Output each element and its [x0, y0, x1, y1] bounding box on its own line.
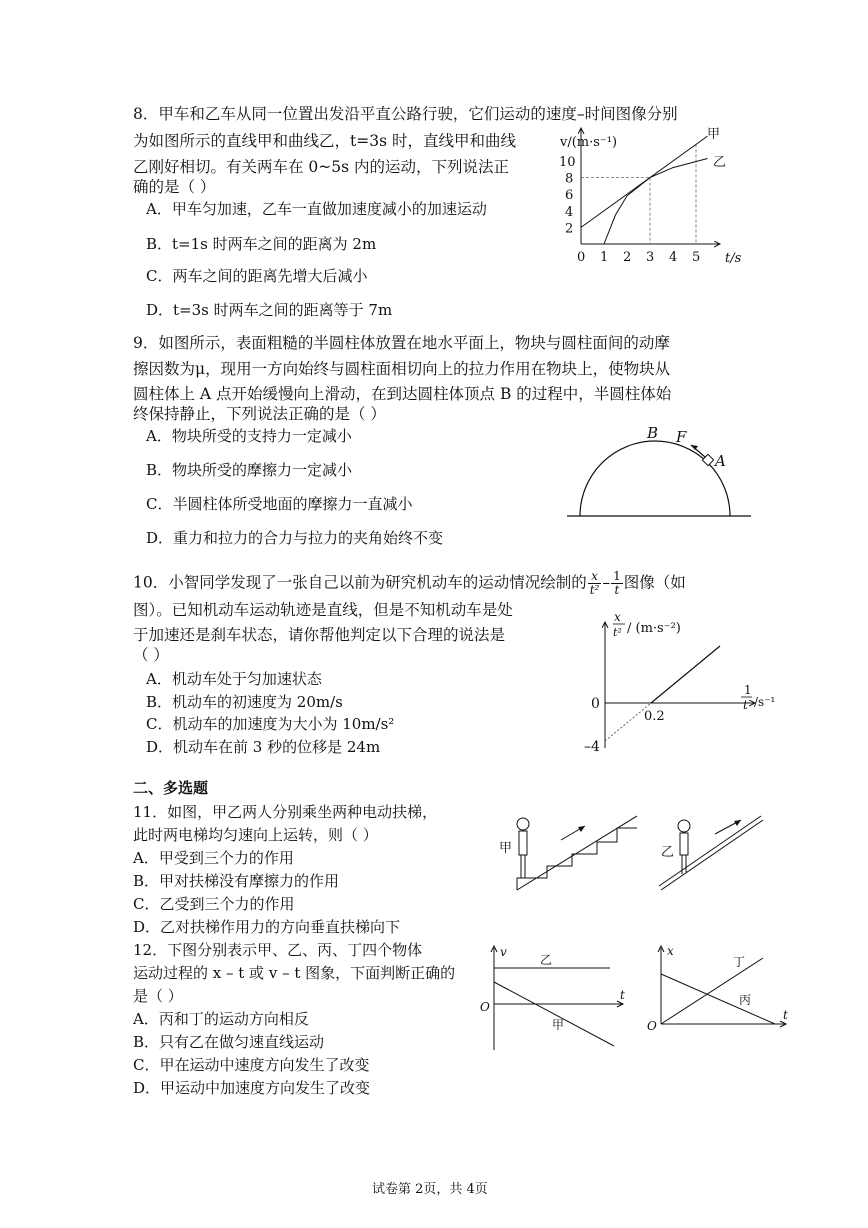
q10-stem-line1	[133, 570, 686, 597]
q12-vt-ylabel: v	[500, 945, 507, 959]
q12-xt-chart	[645, 944, 790, 1049]
q11-stair-escalator-figure	[497, 812, 637, 892]
q9-semicylinder-figure	[565, 420, 755, 520]
page-footer: 试卷第 2页，共 4页	[372, 1182, 488, 1197]
q12-option-a: A．丙和丁的运动方向相反	[133, 1010, 309, 1028]
q9-option-c: C．半圆柱体所受地面的摩擦力一直减小	[146, 495, 413, 513]
q8-legend-jia: 甲	[707, 127, 721, 142]
q11-label-yi: 乙	[661, 845, 675, 860]
q10-option-b: B．机动车的初速度为 20m/s	[146, 693, 343, 711]
q9-stem-line4: 终保持静止，下列说法正确的是（ ）	[133, 405, 386, 423]
q12-label-ding: 丁	[733, 955, 746, 969]
q10-stem-line1-text: 10．小智同学发现了一张自己以前为研究机动车的运动情况绘制的	[133, 573, 587, 592]
q12-series-jia-line	[494, 982, 614, 1046]
q8-xtick-label-5: 5	[692, 250, 701, 265]
q11-option-a: A．甲受到三个力的作用	[133, 849, 294, 867]
q8-vt-chart	[555, 120, 745, 270]
q10-ylabel-num: x	[614, 610, 621, 624]
q10-fraction-1-over-t	[611, 570, 623, 597]
q12-xt-ylabel: x	[667, 944, 674, 958]
q11-person-jia-body	[519, 831, 527, 855]
q12-vt-chart	[480, 944, 630, 1054]
q12-option-b: B．只有乙在做匀速直线运动	[133, 1033, 325, 1051]
q9-semicircle	[580, 441, 730, 516]
q8-stem-line1: 8．甲车和乙车从同一位置出发沿平直公路行驶，它们运动的速度–时间图像分别	[133, 105, 678, 123]
q12-stem-line2: 运动过程的 x – t 或 v – t 图象，下面判断正确的	[133, 964, 456, 982]
q8-ytick-label-2: 2	[565, 221, 574, 237]
q12-series-ding-line	[661, 958, 763, 1024]
q12-label-yi: 乙	[540, 953, 553, 967]
q12-vt-origin: O	[480, 1000, 490, 1014]
q10-solid-line	[651, 646, 720, 703]
q10-xtick-label: 0.2	[644, 709, 665, 724]
q11-label-jia: 甲	[499, 841, 513, 856]
q12-xt-xlabel: t	[783, 1008, 788, 1022]
q11-stair-steps	[517, 828, 637, 890]
q12-vt-xlabel: t	[620, 988, 625, 1002]
q9-force-arrowhead	[691, 445, 698, 450]
q8-xlabel: t/s	[725, 251, 742, 266]
q10-fraction-x-over-t2	[588, 570, 602, 597]
section2-title: 二、多选题	[133, 779, 209, 797]
q11-slope-edge	[659, 816, 761, 886]
q8-option-d: D．t=3s 时两车之间的距离等于 7m	[146, 301, 393, 319]
q11-stem-line1: 11．如图，甲乙两人分别乘坐两种电动扶梯，	[133, 803, 438, 821]
q9-stem-line1: 9．如图所示，表面粗糙的半圆柱体放置在地水平面上，物块与圆柱面间的动摩	[133, 334, 670, 352]
q11-stair-base	[517, 816, 637, 890]
q8-option-c: C．两车之间的距离先增大后减小	[146, 267, 368, 285]
q10-option-a: A．机动车处于匀加速状态	[146, 670, 322, 688]
q8-stem-line3: 乙刚好相切。有关两车在 0~5s 内的运动，下列说法正	[133, 158, 510, 176]
q8-ytick-label-10: 10	[559, 155, 576, 170]
q8-stem-line4: 确的是（ ）	[133, 178, 216, 196]
q9-option-a: A．物块所受的支持力一定减小	[146, 427, 352, 445]
q11-person-jia-head	[517, 818, 529, 830]
q8-series-yi-curve	[604, 159, 708, 245]
q11-slope-surface	[661, 820, 763, 890]
q12-label-bing: 丙	[739, 993, 752, 1007]
q10-ylabel-unit: / (m·s⁻²)	[627, 621, 681, 636]
q8-option-b: B．t=1s 时两车之间的距离为 2m	[146, 235, 377, 253]
q9-label-f: F	[676, 428, 687, 446]
q11-option-d: D．乙对扶梯作用力的方向垂直扶梯向下	[133, 918, 401, 936]
q10-xlabel-num: 1	[744, 683, 752, 697]
q10-origin-label: 0	[591, 696, 600, 712]
q10-option-c: C．机动车的加速度为大小为 10m/s²	[146, 715, 395, 733]
q10-option-d: D．机动车在前 3 秒的位移是 24m	[146, 738, 381, 756]
q11-slope-escalator-figure	[657, 812, 767, 892]
q8-xtick-label-4: 4	[669, 250, 678, 265]
q10-stem-line1-tail: 图像（如	[623, 573, 686, 592]
q10-frac2-num: 1	[613, 569, 621, 583]
q11-option-b: B．甲对扶梯没有摩擦力的作用	[133, 872, 340, 890]
q10-stem-line4: （ ）	[133, 646, 169, 664]
q8-legend-yi: 乙	[713, 155, 727, 170]
q8-option-a: A．甲车匀加速，乙车一直做加速度减小的加速运动	[146, 200, 487, 218]
q8-xtick-label-2: 2	[623, 250, 632, 265]
q12-xt-origin: O	[647, 1019, 657, 1033]
q10-stem-line3: 于加速还是刹车状态，请你帮他判定以下合理的说法是	[133, 626, 506, 644]
q10-xlabel-den: t	[743, 698, 748, 712]
q10-frac2-den: t	[614, 583, 620, 597]
q8-ytick-label-4: 4	[565, 204, 574, 220]
q12-stem-line3: 是（ ）	[133, 987, 183, 1005]
q10-minus: –	[602, 573, 611, 592]
q12-stem-line1: 12．下图分别表示甲、乙、丙、丁四个物体	[133, 941, 423, 959]
q8-stem-line2: 为如图所示的直线甲和曲线乙，t=3s 时，直线甲和曲线	[133, 132, 516, 150]
q8-ylabel: v/(m·s⁻¹)	[560, 135, 618, 150]
q10-frac1-num: x	[588, 570, 602, 584]
q11-stem-line2: 此时两电梯均匀速向上运转，则（ ）	[133, 826, 378, 844]
q11-person-yi-head	[678, 820, 690, 832]
q8-xtick-label-0: 0	[577, 250, 586, 265]
q8-xtick-label-1: 1	[600, 250, 609, 265]
q8-ytick-label-8: 8	[565, 171, 574, 187]
q10-frac1-den: t²	[589, 583, 600, 597]
q11-person-yi-body	[680, 833, 688, 855]
q10-ytick-label: –4	[584, 739, 600, 755]
q12-option-c: C．甲在运动中速度方向发生了改变	[133, 1056, 370, 1074]
q9-option-b: B．物块所受的摩擦力一定减小	[146, 461, 353, 479]
q9-label-b: B	[647, 424, 659, 442]
q9-option-d: D．重力和拉力的合力与拉力的夹角始终不变	[146, 529, 444, 547]
q10-ylabel-den: t²	[613, 626, 622, 639]
q9-stem-line2: 擦因数为μ，现用一方向始终与圆柱面相切向上的拉力作用在物块上，使物块从	[133, 360, 671, 378]
q10-stem-line2: 图）。已知机动车运动轨迹是直线，但是不知机动车是处	[133, 601, 513, 619]
q8-ytick-label-6: 6	[565, 188, 574, 204]
q12-label-jia: 甲	[552, 1018, 565, 1032]
q12-series-bing-line	[661, 974, 775, 1024]
q8-xtick-label-3: 3	[646, 250, 655, 265]
q10-x-over-t2-chart	[580, 608, 790, 758]
q9-label-a: A	[715, 452, 726, 470]
q9-stem-line3: 圆柱体上 A 点开始缓慢向上滑动，在到达圆柱体顶点 B 的过程中，半圆柱体始	[133, 385, 672, 403]
q10-xlabel-unit: /s⁻¹	[754, 695, 776, 709]
q11-option-c: C．乙受到三个力的作用	[133, 895, 295, 913]
q12-option-d: D．甲运动中加速度方向发生了改变	[133, 1079, 371, 1097]
